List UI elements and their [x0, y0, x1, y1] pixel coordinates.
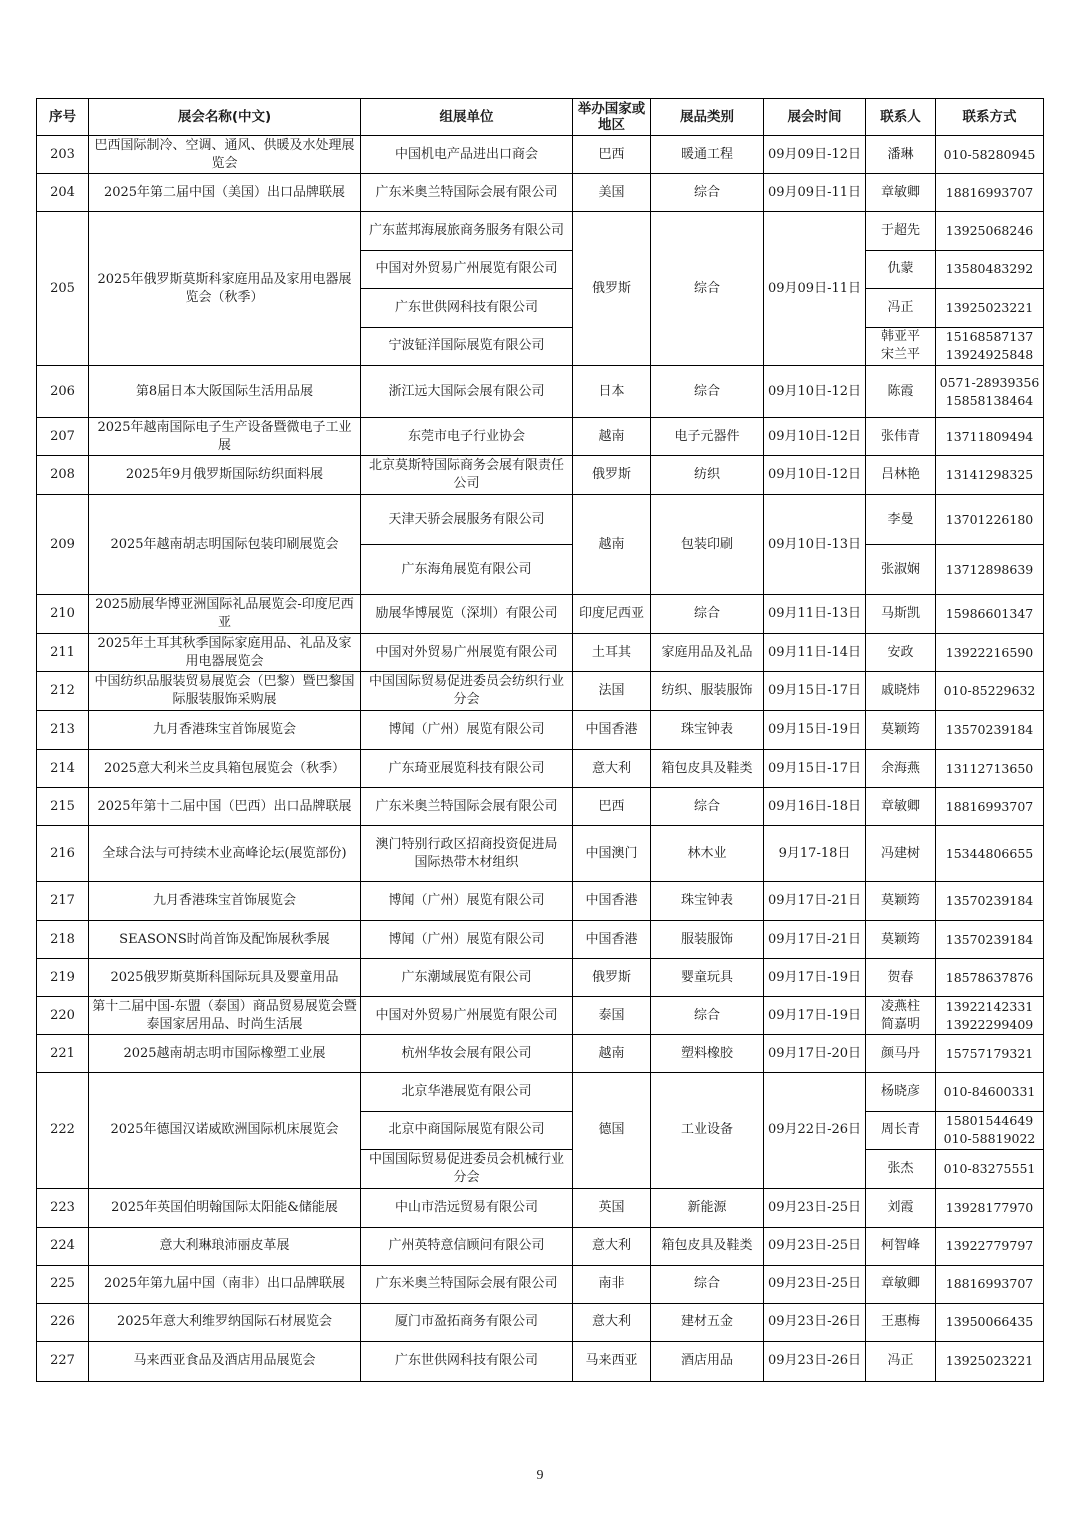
- cell-category: 箱包皮具及鞋类: [651, 1227, 764, 1265]
- cell-country: 马来西亚: [573, 1341, 651, 1381]
- cell-date: 09月23日-26日: [764, 1303, 866, 1341]
- cell-date: 09月09日-11日: [764, 174, 866, 212]
- cell-country: 中国澳门: [573, 826, 651, 882]
- cell-category: 暖通工程: [651, 136, 764, 174]
- cell-no: 220: [37, 997, 89, 1035]
- table-row: [37, 1073, 1044, 1112]
- cell-category: 家庭用品及礼品: [651, 634, 764, 672]
- cell-phone: 13922216590: [936, 634, 1044, 672]
- cell-no: 219: [37, 959, 89, 997]
- cell-category: 综合: [651, 595, 764, 634]
- cell-organizer: 浙江远大国际会展有限公司: [361, 366, 573, 418]
- cell-name: 意大利琳琅沛丽皮革展: [89, 1227, 361, 1265]
- cell-organizer: 杭州华妆会展有限公司: [361, 1035, 573, 1073]
- cell-name: 2025年意大利维罗纳国际石材展览会: [89, 1303, 361, 1341]
- cell-contact: 莫颖筠: [866, 882, 936, 921]
- cell-name: SEASONS时尚首饰及配饰展秋季展: [89, 921, 361, 959]
- cell-phone: 15344806655: [936, 826, 1044, 882]
- cell-contact: 莫颖筠: [866, 921, 936, 959]
- cell-category: 珠宝钟表: [651, 882, 764, 921]
- cell-organizer: 北京华港展览有限公司: [361, 1073, 573, 1112]
- cell-date: 09月23日-25日: [764, 1265, 866, 1303]
- cell-date: 09月17日-19日: [764, 997, 866, 1035]
- cell-name: 巴西国际制冷、空调、通风、供暖及水处理展览会: [89, 136, 361, 174]
- header-country: 举办国家或地区: [573, 99, 651, 136]
- cell-name: 2025年越南国际电子生产设备暨微电子工业展: [89, 418, 361, 456]
- cell-country: 德国: [573, 1073, 651, 1189]
- cell-name: 九月香港珠宝首饰展览会: [89, 882, 361, 921]
- cell-organizer: 广东琦亚展览科技有限公司: [361, 750, 573, 788]
- cell-category: 包装印刷: [651, 495, 764, 595]
- cell-no: 215: [37, 788, 89, 826]
- cell-contact: 马斯凯: [866, 595, 936, 634]
- cell-country: 日本: [573, 366, 651, 418]
- table-row: [37, 136, 1044, 174]
- cell-country: 意大利: [573, 750, 651, 788]
- cell-phone: 13922142331 13922299409: [936, 997, 1044, 1035]
- cell-country: 中国香港: [573, 882, 651, 921]
- table-row: [37, 212, 1044, 251]
- table-row: [37, 1035, 1044, 1073]
- cell-no: 213: [37, 711, 89, 750]
- cell-organizer: 博闻（广州）展览有限公司: [361, 711, 573, 750]
- cell-phone: 010-84600331: [936, 1073, 1044, 1112]
- cell-contact: 王惠梅: [866, 1303, 936, 1341]
- cell-category: 箱包皮具及鞋类: [651, 750, 764, 788]
- header-no: 序号: [37, 99, 89, 136]
- cell-category: 纺织、服装服饰: [651, 672, 764, 711]
- cell-name: 2025励展华博亚洲国际礼品展览会-印度尼西亚: [89, 595, 361, 634]
- table-row: [37, 826, 1044, 882]
- cell-no: 217: [37, 882, 89, 921]
- cell-organizer: 中国国际贸易促进委员会机械行业分会: [361, 1150, 573, 1189]
- cell-contact: 韩亚平 宋兰平: [866, 327, 936, 366]
- cell-country: 中国香港: [573, 711, 651, 750]
- table-row: [37, 882, 1044, 921]
- cell-country: 越南: [573, 1035, 651, 1073]
- cell-contact: 张淑娴: [866, 545, 936, 595]
- table-row: [37, 1227, 1044, 1265]
- table-row: [37, 921, 1044, 959]
- cell-phone: 13925023221: [936, 1341, 1044, 1381]
- cell-contact: 章敏卿: [866, 174, 936, 212]
- table-row: [37, 711, 1044, 750]
- cell-category: 电子元器件: [651, 418, 764, 456]
- cell-no: 204: [37, 174, 89, 212]
- cell-no: 227: [37, 1341, 89, 1381]
- cell-date: 09月17日-19日: [764, 959, 866, 997]
- cell-phone: 13570239184: [936, 921, 1044, 959]
- cell-organizer: 澳门特别行政区招商投资促进局 国际热带木材组织: [361, 826, 573, 882]
- cell-category: 酒店用品: [651, 1341, 764, 1381]
- cell-contact: 凌燕柱 简嘉明: [866, 997, 936, 1035]
- cell-name: 第8届日本大阪国际生活用品展: [89, 366, 361, 418]
- cell-date: 09月10日-12日: [764, 456, 866, 495]
- cell-contact: 冯正: [866, 1341, 936, 1381]
- cell-date: 09月17日-21日: [764, 882, 866, 921]
- cell-contact: 柯智峰: [866, 1227, 936, 1265]
- cell-organizer: 博闻（广州）展览有限公司: [361, 882, 573, 921]
- cell-phone: 15986601347: [936, 595, 1044, 634]
- cell-no: 225: [37, 1265, 89, 1303]
- cell-category: 珠宝钟表: [651, 711, 764, 750]
- cell-phone: 15801544649 010-58819022: [936, 1111, 1044, 1150]
- cell-no: 203: [37, 136, 89, 174]
- cell-date: 09月15日-17日: [764, 672, 866, 711]
- cell-phone: 18578637876: [936, 959, 1044, 997]
- cell-category: 纺织: [651, 456, 764, 495]
- cell-name: 马来西亚食品及酒店用品展览会: [89, 1341, 361, 1381]
- cell-country: 法国: [573, 672, 651, 711]
- cell-date: 09月10日-12日: [764, 418, 866, 456]
- cell-phone: 0571-28939356 15858138464: [936, 366, 1044, 418]
- cell-no: 210: [37, 595, 89, 634]
- cell-phone: 18816993707: [936, 174, 1044, 212]
- cell-contact: 安政: [866, 634, 936, 672]
- cell-name: 2025年德国汉诺威欧洲国际机床展览会: [89, 1073, 361, 1189]
- cell-no: 221: [37, 1035, 89, 1073]
- cell-no: 211: [37, 634, 89, 672]
- cell-category: 综合: [651, 212, 764, 366]
- cell-category: 塑料橡胶: [651, 1035, 764, 1073]
- cell-phone: 13701226180: [936, 495, 1044, 545]
- header-date: 展会时间: [764, 99, 866, 136]
- cell-country: 巴西: [573, 788, 651, 826]
- cell-phone: 13112713650: [936, 750, 1044, 788]
- cell-name: 2025越南胡志明市国际橡塑工业展: [89, 1035, 361, 1073]
- cell-country: 南非: [573, 1265, 651, 1303]
- table-row: [37, 1188, 1044, 1227]
- cell-category: 新能源: [651, 1188, 764, 1227]
- table-row: [37, 997, 1044, 1035]
- cell-category: 婴童玩具: [651, 959, 764, 997]
- cell-phone: 010-58280945: [936, 136, 1044, 174]
- cell-phone: 13950066435: [936, 1303, 1044, 1341]
- table-row: [37, 634, 1044, 672]
- cell-contact: 张杰: [866, 1150, 936, 1189]
- table-row: [37, 959, 1044, 997]
- cell-no: 222: [37, 1073, 89, 1189]
- table-row: [37, 1341, 1044, 1381]
- cell-date: 09月15日-19日: [764, 711, 866, 750]
- cell-contact: 冯正: [866, 289, 936, 328]
- cell-phone: 13712898639: [936, 545, 1044, 595]
- cell-country: 土耳其: [573, 634, 651, 672]
- cell-date: 09月17日-20日: [764, 1035, 866, 1073]
- cell-name: 2025年9月俄罗斯国际纺织面料展: [89, 456, 361, 495]
- cell-organizer: 中国国际贸易促进委员会纺织行业分会: [361, 672, 573, 711]
- cell-date: 09月15日-17日: [764, 750, 866, 788]
- cell-no: 207: [37, 418, 89, 456]
- header-organizer: 组展单位: [361, 99, 573, 136]
- cell-organizer: 北京莫斯特国际商务会展有限责任公司: [361, 456, 573, 495]
- cell-phone: 15757179321: [936, 1035, 1044, 1073]
- cell-category: 服装服饰: [651, 921, 764, 959]
- cell-organizer: 厦门市盈拓商务有限公司: [361, 1303, 573, 1341]
- cell-category: 综合: [651, 366, 764, 418]
- cell-country: 俄罗斯: [573, 959, 651, 997]
- cell-organizer: 广东蓝邦海展旅商务服务有限公司: [361, 212, 573, 251]
- cell-organizer: 博闻（广州）展览有限公司: [361, 921, 573, 959]
- cell-name: 全球合法与可持续木业高峰论坛(展览部份): [89, 826, 361, 882]
- cell-country: 越南: [573, 495, 651, 595]
- cell-organizer: 广东潮域展览有限公司: [361, 959, 573, 997]
- cell-country: 巴西: [573, 136, 651, 174]
- cell-contact: 张伟青: [866, 418, 936, 456]
- table-row: [37, 456, 1044, 495]
- cell-date: 09月10日-13日: [764, 495, 866, 595]
- cell-category: 综合: [651, 174, 764, 212]
- cell-category: 综合: [651, 997, 764, 1035]
- table-row: [37, 495, 1044, 545]
- cell-no: 223: [37, 1188, 89, 1227]
- cell-contact: 颜马丹: [866, 1035, 936, 1073]
- cell-name: 中国纺织品服装贸易展览会（巴黎）暨巴黎国际服装服饰采购展: [89, 672, 361, 711]
- cell-phone: 15168587137 13924925848: [936, 327, 1044, 366]
- cell-name: 2025意大利米兰皮具箱包展览会（秋季）: [89, 750, 361, 788]
- cell-contact: 吕林艳: [866, 456, 936, 495]
- table-row: [37, 366, 1044, 418]
- cell-country: 英国: [573, 1188, 651, 1227]
- table-row: [37, 595, 1044, 634]
- cell-no: 214: [37, 750, 89, 788]
- header-phone: 联系方式: [936, 99, 1044, 136]
- cell-no: 224: [37, 1227, 89, 1265]
- header-category: 展品类别: [651, 99, 764, 136]
- cell-date: 09月09日-11日: [764, 212, 866, 366]
- header-contact: 联系人: [866, 99, 936, 136]
- table-row: [37, 672, 1044, 711]
- cell-date: 09月23日-25日: [764, 1188, 866, 1227]
- cell-date: 09月11日-13日: [764, 595, 866, 634]
- cell-name: 2025年第九届中国（南非）出口品牌联展: [89, 1265, 361, 1303]
- cell-name: 九月香港珠宝首饰展览会: [89, 711, 361, 750]
- cell-contact: 章敏卿: [866, 788, 936, 826]
- cell-date: 09月16日-18日: [764, 788, 866, 826]
- cell-phone: 13570239184: [936, 882, 1044, 921]
- cell-no: 208: [37, 456, 89, 495]
- cell-phone: 18816993707: [936, 1265, 1044, 1303]
- cell-name: 2025年越南胡志明国际包装印刷展览会: [89, 495, 361, 595]
- cell-contact: 陈霞: [866, 366, 936, 418]
- cell-date: 09月23日-25日: [764, 1227, 866, 1265]
- cell-contact: 戚晓炜: [866, 672, 936, 711]
- cell-organizer: 广东米奥兰特国际会展有限公司: [361, 174, 573, 212]
- cell-no: 212: [37, 672, 89, 711]
- cell-organizer: 广东海角展览有限公司: [361, 545, 573, 595]
- cell-date: 09月17日-21日: [764, 921, 866, 959]
- cell-country: 俄罗斯: [573, 456, 651, 495]
- cell-organizer: 广东米奥兰特国际会展有限公司: [361, 1265, 573, 1303]
- cell-organizer: 中山市浩远贸易有限公司: [361, 1188, 573, 1227]
- cell-phone: 13928177970: [936, 1188, 1044, 1227]
- cell-phone: 13141298325: [936, 456, 1044, 495]
- table-row: [37, 750, 1044, 788]
- cell-name: 2025年英国伯明翰国际太阳能&储能展: [89, 1188, 361, 1227]
- cell-country: 越南: [573, 418, 651, 456]
- cell-country: 意大利: [573, 1303, 651, 1341]
- cell-organizer: 宁波钲洋国际展览有限公司: [361, 327, 573, 366]
- cell-category: 建材五金: [651, 1303, 764, 1341]
- table-header-row: [37, 99, 1044, 136]
- cell-name: 2025年土耳其秋季国际家庭用品、礼品及家用电器展览会: [89, 634, 361, 672]
- cell-contact: 于超先: [866, 212, 936, 251]
- cell-country: 中国香港: [573, 921, 651, 959]
- cell-name: 2025年俄罗斯莫斯科家庭用品及家用电器展览会（秋季）: [89, 212, 361, 366]
- cell-contact: 周长青: [866, 1111, 936, 1150]
- cell-organizer: 广州英特意信顾问有限公司: [361, 1227, 573, 1265]
- page-number: 9: [536, 1468, 544, 1483]
- cell-date: 09月23日-26日: [764, 1341, 866, 1381]
- cell-organizer: 中国对外贸易广州展览有限公司: [361, 250, 573, 289]
- cell-organizer: 天津天骄会展服务有限公司: [361, 495, 573, 545]
- cell-date: 09月10日-12日: [764, 366, 866, 418]
- cell-contact: 莫颖筠: [866, 711, 936, 750]
- cell-no: 205: [37, 212, 89, 366]
- cell-organizer: 励展华博展览（深圳）有限公司: [361, 595, 573, 634]
- cell-contact: 冯建树: [866, 826, 936, 882]
- cell-contact: 李曼: [866, 495, 936, 545]
- cell-phone: 13925023221: [936, 289, 1044, 328]
- cell-country: 泰国: [573, 997, 651, 1035]
- cell-phone: 010-85229632: [936, 672, 1044, 711]
- cell-contact: 余海燕: [866, 750, 936, 788]
- cell-contact: 仇蒙: [866, 250, 936, 289]
- cell-contact: 贺春: [866, 959, 936, 997]
- cell-organizer: 中国机电产品进出口商会: [361, 136, 573, 174]
- cell-date: 9月17-18日: [764, 826, 866, 882]
- cell-no: 216: [37, 826, 89, 882]
- cell-organizer: 广东世供网科技有限公司: [361, 289, 573, 328]
- cell-category: 林木业: [651, 826, 764, 882]
- cell-contact: 刘霞: [866, 1188, 936, 1227]
- cell-organizer: 中国对外贸易广州展览有限公司: [361, 997, 573, 1035]
- cell-phone: 18816993707: [936, 788, 1044, 826]
- cell-country: 意大利: [573, 1227, 651, 1265]
- cell-organizer: 北京中商国际展览有限公司: [361, 1111, 573, 1150]
- table-row: [37, 1265, 1044, 1303]
- cell-phone: 13925068246: [936, 212, 1044, 251]
- table-row: [37, 174, 1044, 212]
- cell-category: 综合: [651, 788, 764, 826]
- cell-no: 226: [37, 1303, 89, 1341]
- header-name: 展会名称(中文): [89, 99, 361, 136]
- cell-date: 09月09日-12日: [764, 136, 866, 174]
- cell-country: 俄罗斯: [573, 212, 651, 366]
- cell-name: 2025年第十二届中国（巴西）出口品牌联展: [89, 788, 361, 826]
- cell-date: 09月11日-14日: [764, 634, 866, 672]
- cell-name: 2025俄罗斯莫斯科国际玩具及婴童用品: [89, 959, 361, 997]
- cell-country: 美国: [573, 174, 651, 212]
- table-row: [37, 418, 1044, 456]
- cell-contact: 章敏卿: [866, 1265, 936, 1303]
- table-row: [37, 1303, 1044, 1341]
- cell-date: 09月22日-26日: [764, 1073, 866, 1189]
- exhibition-table: [36, 98, 1044, 1382]
- cell-phone: 13922779797: [936, 1227, 1044, 1265]
- table-row: [37, 788, 1044, 826]
- cell-phone: 010-83275551: [936, 1150, 1044, 1189]
- cell-contact: 杨晓彦: [866, 1073, 936, 1112]
- cell-phone: 13570239184: [936, 711, 1044, 750]
- cell-no: 209: [37, 495, 89, 595]
- cell-contact: 潘琳: [866, 136, 936, 174]
- cell-name: 2025年第二届中国（美国）出口品牌联展: [89, 174, 361, 212]
- cell-organizer: 东莞市电子行业协会: [361, 418, 573, 456]
- cell-phone: 13711809494: [936, 418, 1044, 456]
- cell-organizer: 广东米奥兰特国际会展有限公司: [361, 788, 573, 826]
- cell-category: 综合: [651, 1265, 764, 1303]
- cell-no: 218: [37, 921, 89, 959]
- cell-phone: 13580483292: [936, 250, 1044, 289]
- cell-name: 第十二届中国-东盟（泰国）商品贸易展览会暨泰国家居用品、时尚生活展: [89, 997, 361, 1035]
- cell-category: 工业设备: [651, 1073, 764, 1189]
- cell-organizer: 中国对外贸易广州展览有限公司: [361, 634, 573, 672]
- cell-country: 印度尼西亚: [573, 595, 651, 634]
- cell-organizer: 广东世供网科技有限公司: [361, 1341, 573, 1381]
- cell-no: 206: [37, 366, 89, 418]
